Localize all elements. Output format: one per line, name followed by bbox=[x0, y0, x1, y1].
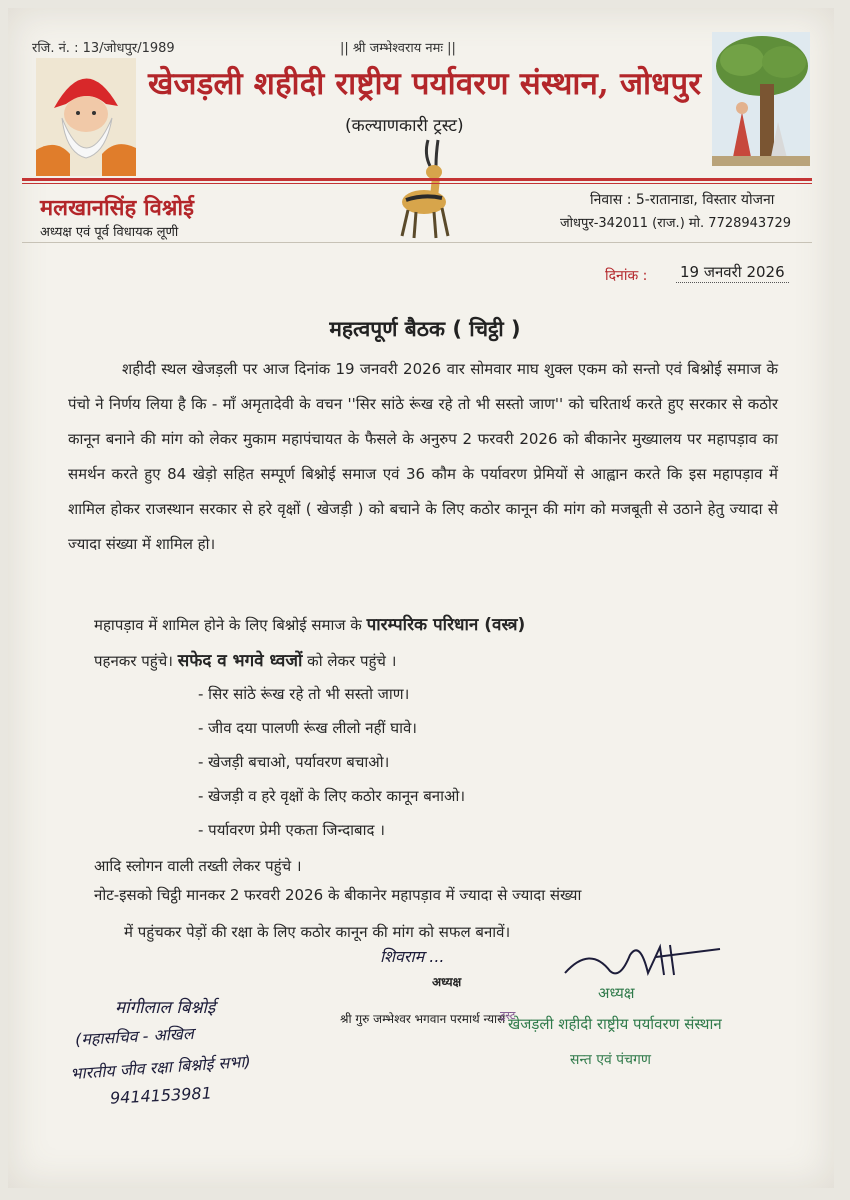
footer-org-name: खेजड़ली शहीदी राष्ट्रीय पर्यावरण संस्थान bbox=[508, 1015, 722, 1033]
slogan-item: - पर्यावरण प्रेमी एकता जिन्दाबाद । bbox=[198, 821, 385, 839]
organization-name: खेजड़ली शहीदी राष्ट्रीय पर्यावरण संस्थान, जोधपुर bbox=[148, 66, 702, 102]
letter-heading: महत्वपूर्ण बैठक ( चिट्ठी ) bbox=[329, 317, 521, 341]
stamp-word: ट्रस्ट bbox=[500, 1009, 516, 1022]
handwritten-phone: 9414153981 bbox=[109, 1083, 213, 1108]
slogan-item: - खेजड़ी व हरे वृक्षों के लिए कठोर कानून बनाओ। bbox=[198, 787, 466, 805]
handwritten-name: मांगीलाल बिश्नोई bbox=[115, 998, 216, 1018]
header-divider-thin bbox=[22, 183, 812, 184]
president-title: अध्यक्ष एवं पूर्व विधायक लूणी bbox=[40, 225, 179, 240]
flags-prefix: पहनकर पहुंचे। bbox=[94, 652, 173, 670]
address-line-1: निवास : 5-रातानाडा, विस्तार योजना bbox=[590, 192, 775, 208]
khejri-tree-icon bbox=[712, 32, 810, 166]
flags-bold: सफेद व भगवे ध्वजों bbox=[177, 651, 303, 671]
note-line-1: नोट-इसको चिट्ठी मानकर 2 फरवरी 2026 के बीकानेर महापड़ाव में ज्यादा से ज्यादा संख्या bbox=[94, 886, 582, 904]
flags-line bbox=[94, 648, 396, 671]
invocation: || श्री जम्भेश्वराय नमः || bbox=[340, 41, 456, 56]
president-name: मलखानसिंह विश्नोई bbox=[40, 196, 194, 221]
signature-scribble-icon bbox=[560, 935, 730, 985]
organization-subtitle: (कल्याणकारी ट्रस्ट) bbox=[345, 116, 464, 136]
registration-number: रजि. नं. : 13/जोधपुर/1989 bbox=[32, 41, 175, 56]
blackbuck-logo-icon bbox=[388, 136, 472, 244]
date-value: 19 जनवरी 2026 bbox=[676, 262, 789, 283]
attire-bold: पारम्परिक परिधान (वस्त्र) bbox=[366, 615, 526, 635]
signature-label-1: अध्यक्ष bbox=[432, 975, 462, 989]
slogan-item: - जीव दया पालणी रूंख लीलो नहीं घावे। bbox=[198, 719, 417, 737]
date-label: दिनांक : bbox=[605, 268, 648, 284]
attire-prefix: महापड़ाव में शामिल होने के लिए बिश्नोई समाज के bbox=[94, 616, 362, 634]
signature-main: शिवराम ... bbox=[380, 947, 445, 966]
handwritten-title-1: (महासचिव - अखिल bbox=[74, 1023, 195, 1050]
header-divider bbox=[22, 178, 812, 181]
slogan-item: - सिर सांठे रूंख रहे तो भी सस्तो जाण। bbox=[198, 685, 410, 703]
attire-line bbox=[94, 612, 525, 635]
signature-label-2: अध्यक्ष bbox=[598, 984, 635, 1002]
guru-portrait-icon bbox=[36, 58, 136, 176]
slogan-item: - खेजड़ी बचाओ, पर्यावरण बचाओ। bbox=[198, 753, 390, 771]
letter-paragraph: शहीदी स्थल खेजड़ली पर आज दिनांक 19 जनवरी 2026 वार सोमवार माघ शुक्ल एकम को सन्तो एवं बिश्नोई समाज के पंचो ने निर्णय लिया है कि - माँ अमृतादेवी के वचन ''सिर सांठे रूंख रहे तो भी सस्तो जाण'' को चरितार्थ करते हुए सरकार से कठोर कानून बनाने की मांग को लेकर मुकाम महापंचायत के फैसले के अनुरुप 2 फरवरी 2026 को बीकानेर मुख्यालय पर महापड़ाव का समर्थन करते हुए 84 खेड़ो सहित सम्पूर्ण बिश्नोई समाज एवं 36 कौम के पर्यावरण प्रेमियों से आह्वान करते कि इस महापड़ाव में शामिल होकर राजस्थान सरकार से हरे वृक्षों ( खेजड़ी ) को बचाने के लिए कठोर कानून की मांग को मजबूती से उठाने हेतु ज्यादा से ज्यादा संख्या में शामिल हो। bbox=[68, 360, 778, 553]
flags-suffix: को लेकर पहुंचे । bbox=[307, 652, 397, 670]
trust-name: श्री गुरु जम्भेश्वर भगवान परमार्थ न्यास bbox=[340, 1012, 506, 1026]
address-line-2: जोधपुर-342011 (राज.) मो. 7728943729 bbox=[560, 216, 792, 231]
sant-panchgan: सन्त एवं पंचगण bbox=[570, 1052, 652, 1068]
handwritten-title-2: भारतीय जीव रक्षा बिश्नोई सभा) bbox=[69, 1051, 252, 1084]
header-bottom-rule bbox=[22, 242, 812, 243]
note-line-2: में पहुंचकर पेड़ों की रक्षा के लिए कठोर कानून की मांग को सफल बनावें। bbox=[124, 923, 511, 941]
closing-line: आदि स्लोगन वाली तख्ती लेकर पहुंचे । bbox=[94, 857, 302, 875]
